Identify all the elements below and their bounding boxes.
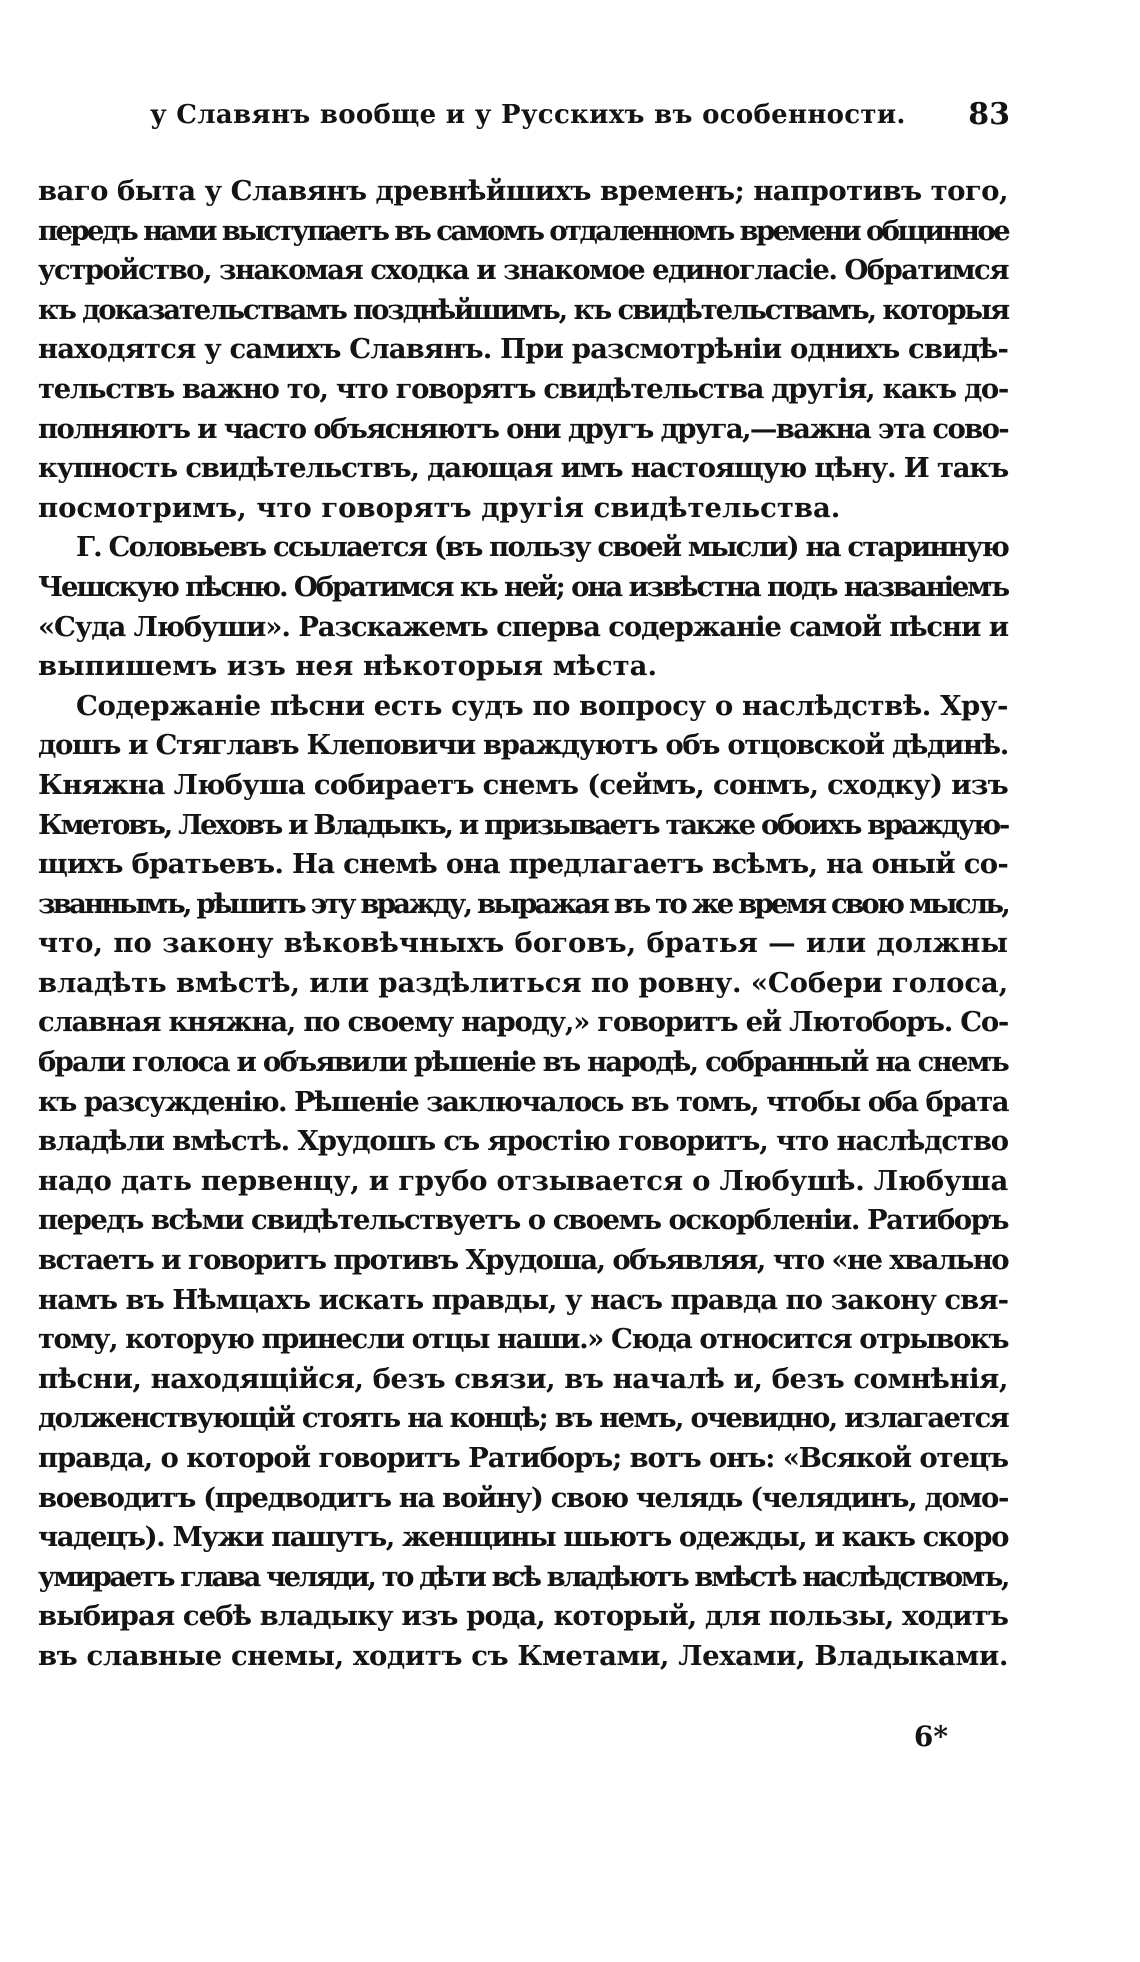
page-number: 83 [968,97,1010,132]
text-line [38,291,1010,331]
text-line [38,1518,1010,1558]
text-line-content: славная княжна, по своему народу,» говоритъ ей Лютоборъ. Со- [38,1006,1008,1039]
text-line [38,212,1010,252]
text-line [38,608,1010,648]
text-line-content: встаетъ и говоритъ противъ Хрудоша, объявляя, что «не хвально [38,1244,1008,1277]
text-line-content: дошъ и Стяглавъ Клеповичи враждуютъ объ отцовской дѣдинѣ. [38,729,1008,762]
text-line [38,885,1010,925]
text-line [38,1360,1010,1400]
text-line [38,1320,1010,1360]
text-line-content: полняютъ и часто объясняютъ они другъ друга,—важна эта сово- [38,412,1008,445]
text-line [38,172,1010,212]
text-line [38,1083,1010,1123]
text-line-content: пѣсни, находящійся, безъ связи, въ началѣ и, безъ сомнѣнія, [38,1362,1008,1395]
page-footer [38,1720,1010,1760]
text-line [38,964,1010,1004]
text-line [38,1003,1010,1043]
text-line-content: что, по закону вѣковѣчныхъ боговъ, братья — или должны [38,927,1008,960]
text-line-content: въ славные снемы, ходитъ съ Кметами, Лехами, Владыками. [38,1639,1008,1672]
text-line [38,528,1010,568]
text-line-content: передъ нами выступаетъ въ самомъ отдаленномъ времени общинное [38,214,1008,247]
text-line-content: званнымъ, рѣшить эту вражду, выражая въ то же время свою мысль, [38,887,1008,920]
text-line [38,1479,1010,1519]
text-line [38,449,1010,489]
text-line-content: Г. Соловьевъ ссылается (въ пользу своей мысли) на старинную [76,531,1008,564]
text-line-content: воеводитъ (предводитъ на войну) свою челядь (челядинъ, домо- [38,1481,1008,1514]
text-line-content: владѣли вмѣстѣ. Хрудошъ съ яростію говоритъ, что наслѣдство [38,1125,1008,1158]
text-line [38,1162,1010,1202]
text-line [38,766,1010,806]
text-line [38,1122,1010,1162]
text-line-content: къ доказательствамъ позднѣйшимъ, къ свидѣтельствамъ, которыя [38,293,1008,326]
text-line [38,1201,1010,1241]
text-line [38,330,1010,370]
text-line [38,687,1010,727]
text-line [38,1637,1010,1677]
text-line-content: тельствъ важно то, что говорятъ свидѣтельства другія, какъ до- [38,372,1008,405]
text-line [38,1439,1010,1479]
text-line-content: надо дать первенцу, и грубо отзывается о Любушѣ. Любуша [38,1164,1008,1197]
text-line-content: посмотримъ, что говорятъ другія свидѣтельства. [38,491,841,524]
text-line [38,1558,1010,1598]
text-line-content: умираетъ глава челяди, то дѣти всѣ владѣютъ вмѣстѣ наслѣдствомъ, [38,1560,1008,1593]
text-line-content: выпишемъ изъ нея нѣкоторыя мѣста. [38,650,658,683]
text-line [38,1241,1010,1281]
signature-mark: 6* [913,1720,948,1753]
page-header [150,97,1010,140]
text-line [38,489,1010,529]
text-line-content: «Суда Любуши». Разскажемъ сперва содержаніе самой пѣсни и [38,610,1008,643]
text-line-content: Чешскую пѣсню. Обратимся къ ней; она извѣстна подъ названіемъ [38,570,1008,603]
text-line [38,924,1010,964]
text-line [38,251,1010,291]
text-line-content: щихъ братьевъ. На снемѣ она предлагаетъ всѣмъ, на оный со- [38,848,1008,881]
text-line-content: долженствующій стоять на концѣ; въ немъ, очевидно, излагается [38,1402,1008,1435]
text-line-content: находятся у самихъ Славянъ. При разсмотрѣніи однихъ свидѣ- [38,333,1008,366]
text-line-content: къ разсужденію. Рѣшеніе заключалось въ томъ, чтобы оба брата [38,1085,1008,1118]
text-line [38,806,1010,846]
text-line [38,410,1010,450]
text-line [38,568,1010,608]
text-line-content: купность свидѣтельствъ, дающая имъ настоящую цѣну. И такъ [38,452,1008,485]
text-line [38,845,1010,885]
text-line-content: передъ всѣми свидѣтельствуетъ о своемъ оскорбленіи. Ратиборъ [38,1204,1008,1237]
text-line [38,1399,1010,1439]
text-line-content: Кметовъ, Леховъ и Владыкъ, и призываетъ также обоихъ враждую- [38,808,1008,841]
text-line-content: Княжна Любуша собираетъ снемъ (сеймъ, сонмъ, сходку) изъ [38,768,1008,801]
body-text [38,172,1010,1677]
text-line [38,1597,1010,1637]
running-head: у Славянъ вообще и у Русскихъ въ особенности. [150,100,906,130]
text-line-content: Содержаніе пѣсни есть судъ по вопросу о наслѣдствѣ. Хру- [76,689,1008,722]
text-line [38,1281,1010,1321]
text-line-content: чадецъ). Мужи пашутъ, женщины шьютъ одежды, и какъ скоро [38,1521,1008,1554]
text-line [38,726,1010,766]
text-line-content: тому, которую принесли отцы наши.» Сюда относится отрывокъ [38,1323,1008,1356]
text-line-content: брали голоса и объявили рѣшеніе въ народѣ, собранный на снемъ [38,1046,1008,1079]
text-line-content: владѣть вмѣстѣ, или раздѣлиться по ровну. «Собери голоса, [38,966,1008,999]
text-line-content: правда, о которой говоритъ Ратиборъ; вотъ онъ: «Всякой отецъ [38,1442,1008,1474]
text-line [38,370,1010,410]
text-line-content: выбирая себѣ владыку изъ рода, который, для пользы, ходитъ [38,1600,1008,1633]
text-line-content: намъ въ Нѣмцахъ искать правды, у насъ правда по закону свя- [38,1283,1008,1316]
text-line [38,647,1010,687]
text-line [38,1043,1010,1083]
text-line-content: ваго быта у Славянъ древнѣйшихъ временъ; напротивъ того, [38,175,1008,207]
text-line-content: устройство, знакомая сходка и знакомое единогласіе. Обратимся [38,254,1008,287]
